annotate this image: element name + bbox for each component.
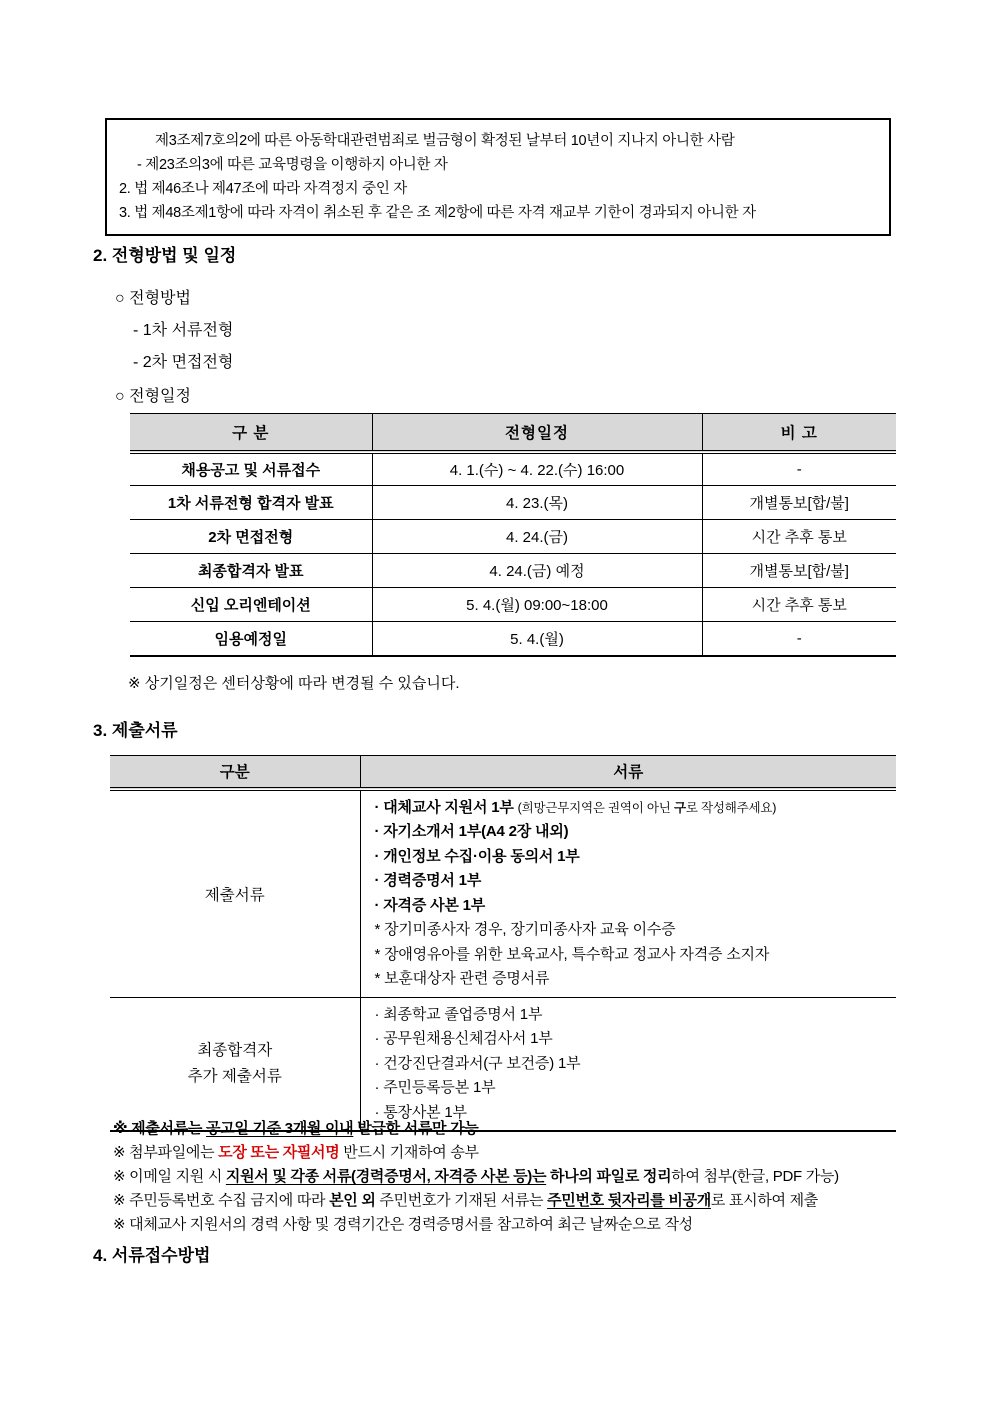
- schedule-row-date: 4. 1.(수) ~ 4. 22.(수) 16:00: [372, 452, 702, 486]
- table-row: [130, 622, 896, 656]
- schedule-row-date: 4. 23.(목): [372, 486, 702, 520]
- legal-box-line: - 제23조의3에 따른 교육명령을 이행하지 아니한 자: [137, 157, 448, 173]
- note-line: ※ 제출서류는 공고일 기준 3개월 이내 발급한 서류만 가능: [113, 1120, 479, 1137]
- schedule-row-category: 2차 면접전형: [130, 520, 372, 554]
- schedule-row-category: 1차 서류전형 합격자 발표: [130, 486, 372, 520]
- section-2-title: 2. 전형방법 및 일정: [93, 246, 237, 265]
- schedule-header-category: 구 분: [130, 414, 372, 452]
- list-item: · 최종학교 졸업증명서 1부: [374, 1005, 543, 1023]
- legal-box-line: 제3조제7호의2에 따른 아동학대관련범죄로 벌금형이 확정된 날부터 10년이 지나지 아니한 사람: [155, 133, 735, 149]
- list-item: · 공무원채용신체검사서 1부: [374, 1030, 553, 1047]
- schedule-row-note: 개별통보[합/불]: [702, 486, 896, 520]
- schedule-row-note: -: [796, 629, 802, 647]
- list-item: · 자격증 사본 1부: [374, 896, 486, 914]
- final-docs-items: [360, 997, 896, 1131]
- schedule-row-date: 4. 24.(금): [372, 520, 702, 554]
- documents-table: [110, 755, 896, 1132]
- schedule-table: [130, 413, 896, 657]
- schedule-row-note: 개별통보[합/불]: [702, 554, 896, 588]
- note-line: ※ 첨부파일에는 도장 또는 자필서명 반드시 기재하여 송부: [113, 1144, 479, 1161]
- schedule-row-note: -: [702, 452, 896, 486]
- method-item: - 2차 면접전형: [133, 354, 234, 371]
- schedule-footnote: ※ 상기일정은 센터상황에 따라 변경될 수 있습니다.: [128, 675, 460, 692]
- table-row: [130, 588, 896, 622]
- table-row: [130, 452, 896, 486]
- list-item: · 대체교사 지원서 1부 (희망근무지역은 권역이 아닌 구로 작성해주세요): [374, 798, 777, 816]
- note-line: ※ 주민등록번호 수집 금지에 따라 본인 외 주민번호가 기재된 서류는 주민번호 뒷자리를 비공개로 표시하여 제출: [113, 1192, 818, 1209]
- schedule-header-note: 비 고: [702, 414, 896, 452]
- schedule-heading: ○ 전형일정: [115, 388, 191, 405]
- method-item: - 1차 서류전형: [133, 322, 234, 339]
- list-item: · 개인정보 수집·이용 동의서 1부: [374, 847, 580, 865]
- method-heading: ○ 전형방법: [115, 290, 191, 307]
- final-docs-category-line: 추가 제출서류: [187, 1067, 282, 1085]
- schedule-row-category: 임용예정일: [214, 630, 287, 648]
- list-item: * 장기미종사자 경우, 장기미종사자 교육 이수증: [374, 921, 676, 938]
- disqualification-box: [105, 118, 891, 236]
- schedule-row-note: 시간 추후 통보: [702, 520, 896, 554]
- final-docs-category: [110, 997, 360, 1131]
- list-item: · 주민등록등본 1부: [374, 1079, 496, 1096]
- legal-box-line: 3. 법 제48조제1항에 따라 자격이 취소된 후 같은 조 제2항에 따른 자격 재교부 기한이 경과되지 아니한 자: [119, 205, 756, 221]
- schedule-row-note: 시간 추후 통보: [702, 588, 896, 622]
- section-4-title: 4. 서류접수방법: [93, 1246, 211, 1265]
- table-row: [130, 554, 896, 588]
- schedule-row-date: 5. 4.(월) 09:00~18:00: [372, 588, 702, 622]
- documents-header-docs: 서류: [360, 756, 896, 789]
- note-line: ※ 대체교사 지원서의 경력 사항 및 경력기간은 경력증명서를 참고하여 최근 날짜순으로 작성: [113, 1216, 693, 1233]
- list-item: * 장애영유아를 위한 보육교사, 특수학교 정교사 자격증 소지자: [374, 945, 770, 963]
- note-line: ※ 이메일 지원 시 지원서 및 각종 서류(경력증명서, 자격증 사본 등)는 하나의 파일로 정리하여 첨부(한글, PDF 가능): [113, 1168, 839, 1185]
- notes-list: [113, 1117, 839, 1237]
- schedule-row-category: 채용공고 및 서류접수: [130, 452, 372, 486]
- schedule-row-date: 4. 24.(금) 예정: [372, 554, 702, 588]
- schedule-table-header-row: [130, 414, 896, 452]
- schedule-header-schedule: 전형일정: [372, 414, 702, 452]
- submit-docs-items: [360, 789, 896, 998]
- final-docs-category-line: 최종합격자: [197, 1041, 273, 1059]
- schedule-row-category: 신입 오리엔테이션: [130, 588, 372, 622]
- table-row: [130, 486, 896, 520]
- schedule-row-category: 최종합격자 발표: [130, 554, 372, 588]
- legal-box-line: 2. 법 제46조나 제47조에 따라 자격정지 중인 자: [119, 181, 407, 197]
- submit-docs-category: 제출서류: [110, 789, 360, 998]
- table-row: [110, 789, 896, 998]
- list-item: · 통장사본 1부: [374, 1103, 467, 1121]
- section-3-title: 3. 제출서류: [93, 721, 178, 740]
- schedule-row-date: 5. 4.(월): [372, 622, 702, 656]
- table-row: [110, 997, 896, 1131]
- list-item: * 보훈대상자 관련 증명서류: [374, 970, 550, 987]
- table-row: [130, 520, 896, 554]
- documents-table-header-row: [110, 756, 896, 789]
- list-item: · 경력증명서 1부: [374, 872, 482, 889]
- list-item: · 건강진단결과서(구 보건증) 1부: [374, 1054, 581, 1072]
- documents-header-category: 구분: [110, 756, 360, 789]
- list-item: · 자기소개서 1부(A4 2장 내외): [374, 823, 569, 840]
